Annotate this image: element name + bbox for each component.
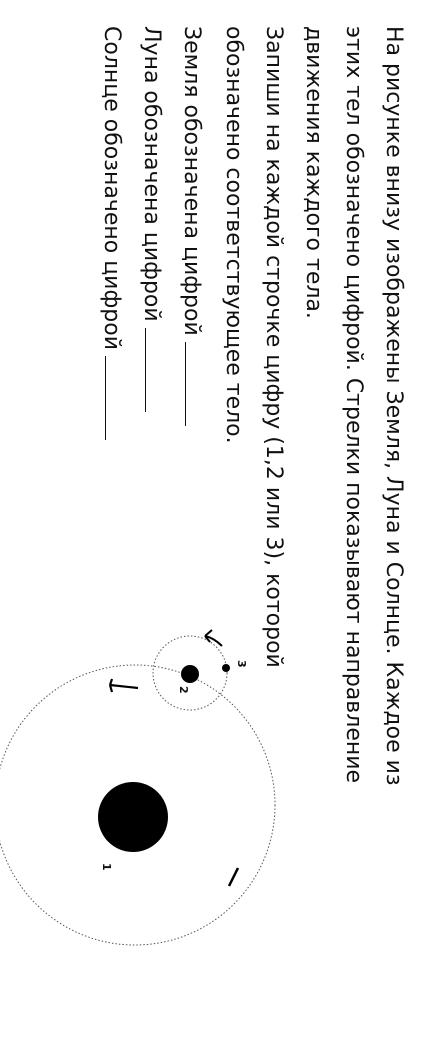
task-text-line-4: Запиши на каждой строчке цифру (1,2 или 3), которой	[261, 26, 286, 668]
body-1	[98, 782, 168, 852]
task-text-line-3: движения каждого тела.	[301, 26, 326, 319]
earth-answer-label: Земля обозначена цифрой	[179, 26, 204, 336]
moon-answer-blank[interactable]	[145, 328, 166, 412]
body-3-label: 3	[235, 660, 248, 668]
body-2	[181, 665, 199, 683]
orbit-diagram	[0, 600, 438, 1042]
moon-answer-row	[138, 26, 166, 412]
earth-answer-row	[178, 26, 206, 426]
sun-answer-blank[interactable]	[105, 356, 126, 440]
body-2-label: 2	[177, 686, 190, 694]
body-3	[222, 664, 230, 672]
earth-answer-blank[interactable]	[185, 342, 206, 426]
task-text-line-2: этих тел обозначено цифрой. Стрелки показывают направление	[341, 26, 366, 784]
orbit-direction-mark	[229, 868, 238, 886]
body-1-label: 1	[100, 863, 113, 871]
sun-answer-row	[98, 26, 126, 440]
task-text-line-1: На рисунке внизу изображены Земля, Луна и Солнце. Каждое из	[381, 26, 406, 786]
earth-direction-arrow	[110, 685, 138, 688]
moon-answer-label: Луна обозначена цифрой	[139, 26, 164, 322]
sun-answer-label: Солнце обозначено цифрой	[99, 26, 124, 350]
task-text-line-5: обозначено соответствующее тело.	[221, 26, 246, 444]
